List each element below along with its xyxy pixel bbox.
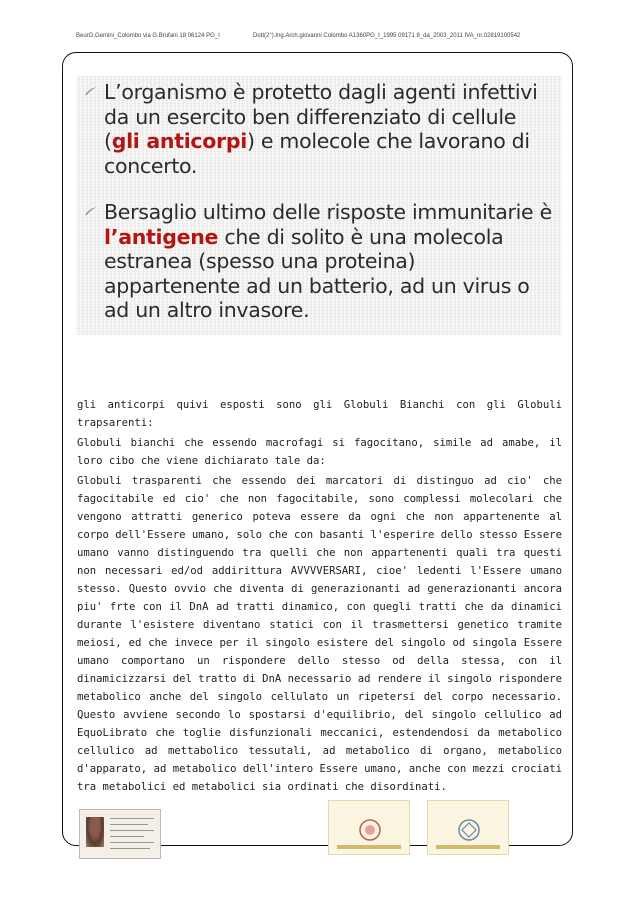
slide-image: [76, 76, 562, 335]
paragraph-3: Globuli trasparenti che essendo dei marcatori di distinguo ad cio' che fagocitabile ed cio' che non fagocitabile, sono complessi molecolari che vengono attratti generico poteva essere da ogni che non appartenente al corpo dell'Essere umano, solo che con basanti l'esperire dello stesso Essere umano vanno distinguendo tra quelli che non appartenenti quali tra questi non necessari ed/od addirittura AVVVVERSARI, cioe' ledenti l'Essere umano stesso. Questo ovvio che diventa di generazionanti ad generazionanti ancora piu' frte con il DnA ad tratti dinamico, con quegli tratti che da dinamici durante l'esistere diventano statici con il trasmettersi genetico tramite meiosi, ed che invece per il singolo esistere del singolo od singola Essere umano comportano un rispondere dello stesso od della stessa, con il dinamicizzarsi del tratto di DnA necessario ad rendere il singolo rispondere metabolico anche del singolo cellulato un ripetersi del corpo necessario. Questo avviene secondo lo spostarsi d'equilibrio, del singolo cellulico ad EquoLibrato che toglie disfunzionali meccanici, estendendosi da metabolico cellulico ad mettabolico tessutali, ad metabolico di organo, metabolico d'apparato, ad metabolico dell'intero Essere umano, anche con mezzi crociati tra metabolici ed metabolici sia ordinati che disordinati.: [77, 475, 562, 793]
header-right-text: Dott(2°).Ing.Arch.giovanni Colombo A1360PG_I_1995 09171 8_da_2003_2011 IVA_nr.02819100542: [253, 33, 521, 39]
certificate-stamp-1: [328, 800, 410, 855]
header-left-text: BeurO.Gemini_Colombo via G.Brufani 18 06124 PG_I: [76, 33, 220, 39]
card-line: [110, 830, 154, 831]
paragraph-1: gli anticorpi quivi esposti sono gli Globuli Bianchi con gli Globuli trapsarenti:: [77, 399, 562, 429]
bullet-2-post: che di solito è una molecola estranea (spesso una proteina) appartenente ad un batterio, ad un virus o ad un altro invasore.: [104, 224, 530, 322]
card-line: [110, 818, 154, 819]
stamp-bar: [436, 845, 500, 849]
page-header: [0, 33, 638, 45]
slide-bullet-2-text: [84, 200, 554, 323]
bullet-2-pre: Bersaglio ultimo delle risposte immunitarie è: [104, 200, 552, 224]
document-body: [77, 396, 562, 798]
card-line: [110, 824, 148, 825]
stamp-bar: [337, 845, 401, 849]
certificate-stamp-2: [427, 800, 509, 855]
card-line: [110, 836, 144, 837]
bullet-2-keyword: l’antigene: [104, 224, 219, 249]
bullet-swoosh-icon: [84, 206, 98, 216]
seal-icon: [357, 817, 383, 843]
card-line: [110, 848, 150, 849]
id-card-image: [79, 809, 161, 859]
paragraph-2: Globuli bianchi che essendo macrofagi si fagocitano, simile ad amabe, il loro cibo che viene dichiarato tale da:: [77, 437, 562, 467]
bullet-swoosh-icon: [84, 86, 98, 96]
bullet-1-keyword: gli anticorpi: [111, 129, 247, 153]
portrait-photo: [86, 817, 104, 847]
card-line: [110, 842, 154, 843]
seal-icon: [456, 817, 482, 843]
slide-bullet-2: [84, 200, 554, 323]
slide-bullet-1-text: [84, 80, 554, 178]
bullet-1-post: ) e molecole che lavorano di concerto.: [104, 129, 530, 178]
slide-bullet-1: [84, 80, 554, 178]
bullet-1-pre: L’organismo è protetto dagli agenti infettivi da un esercito ben differenziato di cellule (: [104, 80, 538, 153]
